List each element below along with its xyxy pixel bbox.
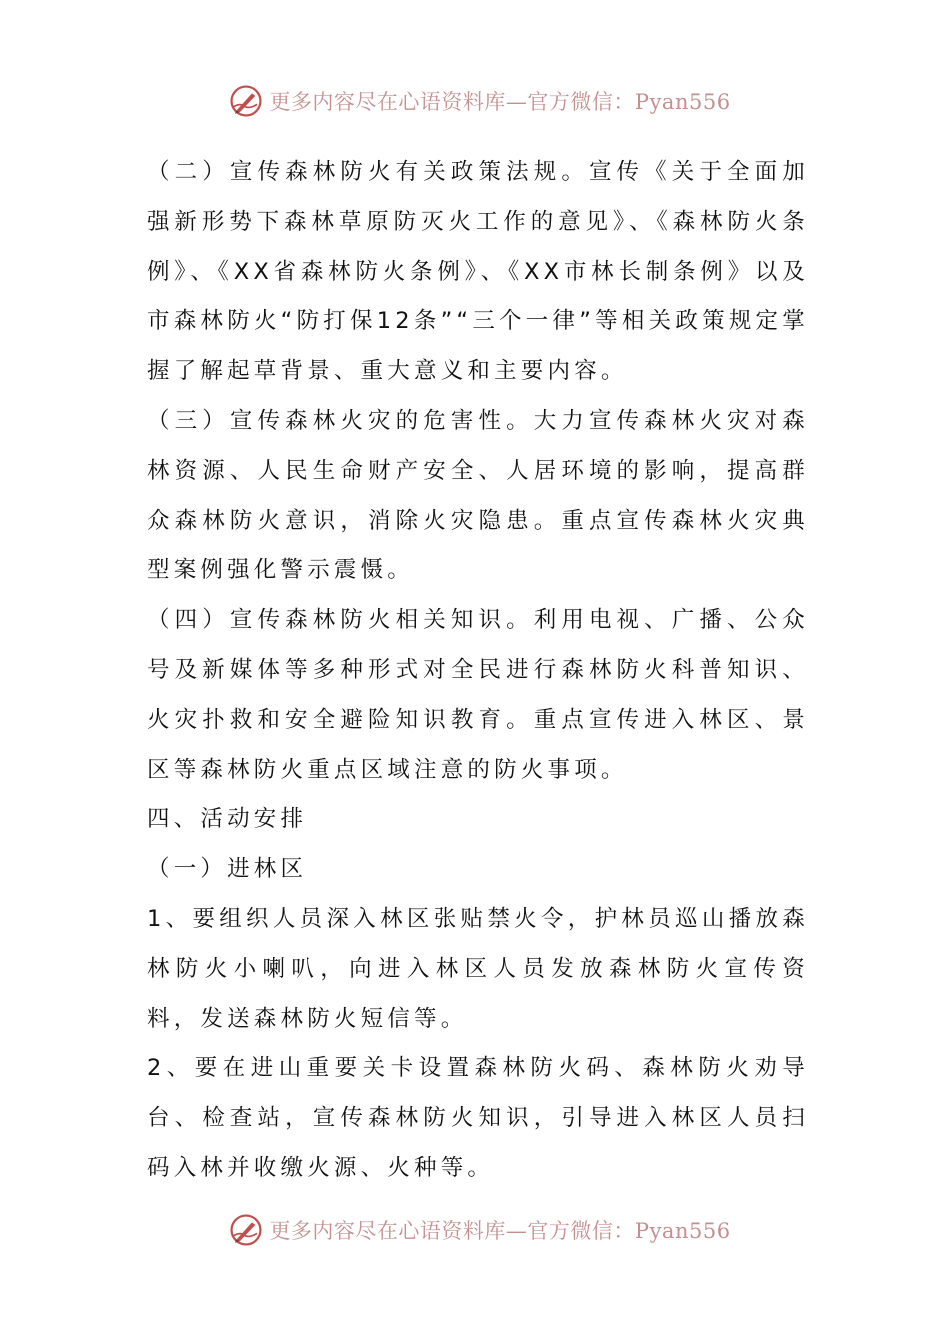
pen-circle-logo-icon (229, 1213, 263, 1247)
header-banner-inner (229, 84, 730, 118)
header-banner (0, 78, 950, 124)
footer-banner (0, 1207, 950, 1253)
paragraph-policy-regulations: （二）宣传森林防火有关政策法规。宣传《关于全面加强新形势下森林草原防灭火工作的意见》、《森林防火条例》、《XX省森林防火条例》、《XX市林长制条例》以及市森林防火“防打保12条”“三个一律”等相关政策规定掌握了解起草背景、重大意义和主要内容。 (147, 159, 809, 385)
section-heading-activities: 四、活动安排 (147, 806, 308, 833)
paragraph-item-2: 2、要在进山重要关卡设置森林防火码、森林防火劝导台、检查站，宣传森林防火知识，引导进入林区人员扫码入林并收缴火源、火种等。 (147, 1055, 809, 1181)
header-banner-text: 更多内容尽在心语资料库—官方微信：Pyan556 (269, 90, 731, 114)
footer-banner-inner (229, 1213, 730, 1247)
document-body (147, 148, 809, 1194)
subsection-heading-forest-area: （一）进林区 (147, 856, 308, 883)
pen-circle-logo-icon (229, 84, 263, 118)
paragraph-fire-hazards: （三）宣传森林火灾的危害性。大力宣传森林火灾对森林资源、人民生命财产安全、人居环境的影响，提高群众森林防火意识，消除火灾隐患。重点宣传森林火灾典型案例强化警示震慑。 (147, 407, 809, 584)
footer-banner-text: 更多内容尽在心语资料库—官方微信：Pyan556 (269, 1219, 731, 1243)
paragraph-item-1: 1、要组织人员深入林区张贴禁火令，护林员巡山播放森林防火小喇叭，向进入林区人员发放森林防火宣传资料，发送森林防火短信等。 (147, 905, 809, 1032)
paragraph-fire-knowledge: （四）宣传森林防火相关知识。利用电视、广播、公众号及新媒体等多种形式对全民进行森林防火科普知识、火灾扑救和安全避险知识教育。重点宣传进入林区、景区等森林防火重点区域注意的防火事项。 (147, 607, 809, 783)
